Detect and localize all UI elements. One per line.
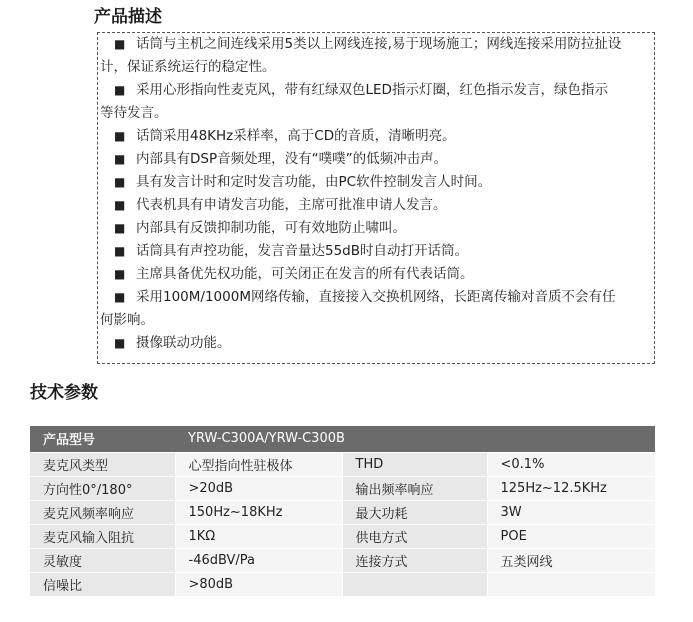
spec-label: 供电方式 bbox=[342, 524, 487, 548]
spec-label: 信噪比 bbox=[30, 572, 175, 596]
description-item bbox=[98, 171, 654, 194]
description-item bbox=[98, 148, 654, 171]
bullet-icon: ■ bbox=[114, 244, 126, 258]
spec-row bbox=[30, 572, 655, 596]
spec-value: -46dBV/Pa bbox=[175, 548, 342, 572]
description-item bbox=[98, 79, 654, 125]
spec-value: <0.1% bbox=[487, 452, 655, 476]
specs-title: 技术参数 bbox=[30, 383, 98, 403]
spec-label: 连接方式 bbox=[342, 548, 487, 572]
description-item bbox=[98, 194, 654, 217]
bullet-icon: ■ bbox=[114, 175, 126, 189]
bullet-icon: ■ bbox=[114, 129, 126, 143]
bullet-icon: ■ bbox=[114, 336, 126, 350]
spec-value: 3W bbox=[487, 500, 655, 524]
spec-row bbox=[30, 500, 655, 524]
description-item bbox=[98, 217, 654, 240]
spec-row bbox=[30, 476, 655, 500]
description-text-continued: 等待发言。 bbox=[100, 105, 168, 121]
spec-value: 125Hz~12.5KHz bbox=[487, 476, 655, 500]
description-item bbox=[98, 286, 654, 332]
spec-value: >20dB bbox=[175, 476, 342, 500]
spec-label: 麦克风类型 bbox=[30, 452, 175, 476]
description-text: 内部具有反馈抑制功能，可有效地防止啸叫。 bbox=[136, 220, 406, 236]
description-text: 主席具备优先权功能，可关闭正在发言的所有代表话筒。 bbox=[136, 266, 474, 282]
bullet-icon: ■ bbox=[114, 152, 126, 166]
spec-value bbox=[487, 572, 655, 596]
spec-value: 五类网线 bbox=[487, 548, 655, 572]
description-text-continued: 何影响。 bbox=[100, 312, 154, 328]
spec-header-label: 产品型号 bbox=[30, 426, 175, 452]
spec-label: THD bbox=[342, 452, 487, 476]
description-item bbox=[98, 263, 654, 286]
description-text: 摄像联动功能。 bbox=[136, 335, 231, 351]
description-item bbox=[98, 240, 654, 263]
description-box bbox=[97, 32, 655, 364]
description-text: 话筒采用48KHz采样率，高于CD的音质，清晰明亮。 bbox=[136, 128, 456, 144]
spec-header-value: YRW-C300A/YRW-C300B bbox=[175, 426, 655, 452]
spec-value: >80dB bbox=[175, 572, 342, 596]
spec-header-row bbox=[30, 426, 655, 452]
spec-row bbox=[30, 548, 655, 572]
description-text-continued: 计，保证系统运行的稳定性。 bbox=[100, 59, 276, 75]
spec-row bbox=[30, 452, 655, 476]
bullet-icon: ■ bbox=[114, 267, 126, 281]
description-item bbox=[98, 125, 654, 148]
spec-table bbox=[30, 426, 655, 597]
spec-value: 心型指向性驻极体 bbox=[175, 452, 342, 476]
description-title: 产品描述 bbox=[94, 7, 162, 27]
bullet-icon: ■ bbox=[114, 37, 126, 51]
spec-label: 方向性0°/180° bbox=[30, 476, 175, 500]
spec-value: 1KΩ bbox=[175, 524, 342, 548]
bullet-icon: ■ bbox=[114, 221, 126, 235]
spec-label: 灵敏度 bbox=[30, 548, 175, 572]
description-item bbox=[98, 332, 654, 355]
description-text: 话筒具有声控功能，发言音量达55dB时自动打开话筒。 bbox=[136, 243, 469, 259]
bullet-icon: ■ bbox=[114, 198, 126, 212]
bullet-icon: ■ bbox=[114, 290, 126, 304]
description-text: 采用心形指向性麦克风，带有红绿双色LED指示灯圈，红色指示发言，绿色指示 bbox=[136, 82, 608, 98]
spec-label: 麦克风频率响应 bbox=[30, 500, 175, 524]
spec-label: 输出频率响应 bbox=[342, 476, 487, 500]
description-text: 采用100M/1000M网络传输，直接接入交换机网络，长距离传输对音质不会有任 bbox=[136, 289, 616, 305]
description-item bbox=[98, 33, 654, 79]
spec-row bbox=[30, 524, 655, 548]
spec-label: 麦克风输入阻抗 bbox=[30, 524, 175, 548]
spec-value: 150Hz~18KHz bbox=[175, 500, 342, 524]
spec-value: POE bbox=[487, 524, 655, 548]
spec-label: 最大功耗 bbox=[342, 500, 487, 524]
bullet-icon: ■ bbox=[114, 83, 126, 97]
description-text: 代表机具有申请发言功能，主席可批准申请人发言。 bbox=[136, 197, 447, 213]
description-text: 具有发言计时和定时发言功能，由PC软件控制发言人时间。 bbox=[136, 174, 492, 190]
description-text: 话筒与主机之间连线采用5类以上网线连接,易于现场施工；网线连接采用防拉扯设 bbox=[136, 36, 622, 52]
description-text: 内部具有DSP音频处理，没有“噗噗”的低频冲击声。 bbox=[136, 151, 448, 167]
spec-label bbox=[342, 572, 487, 596]
